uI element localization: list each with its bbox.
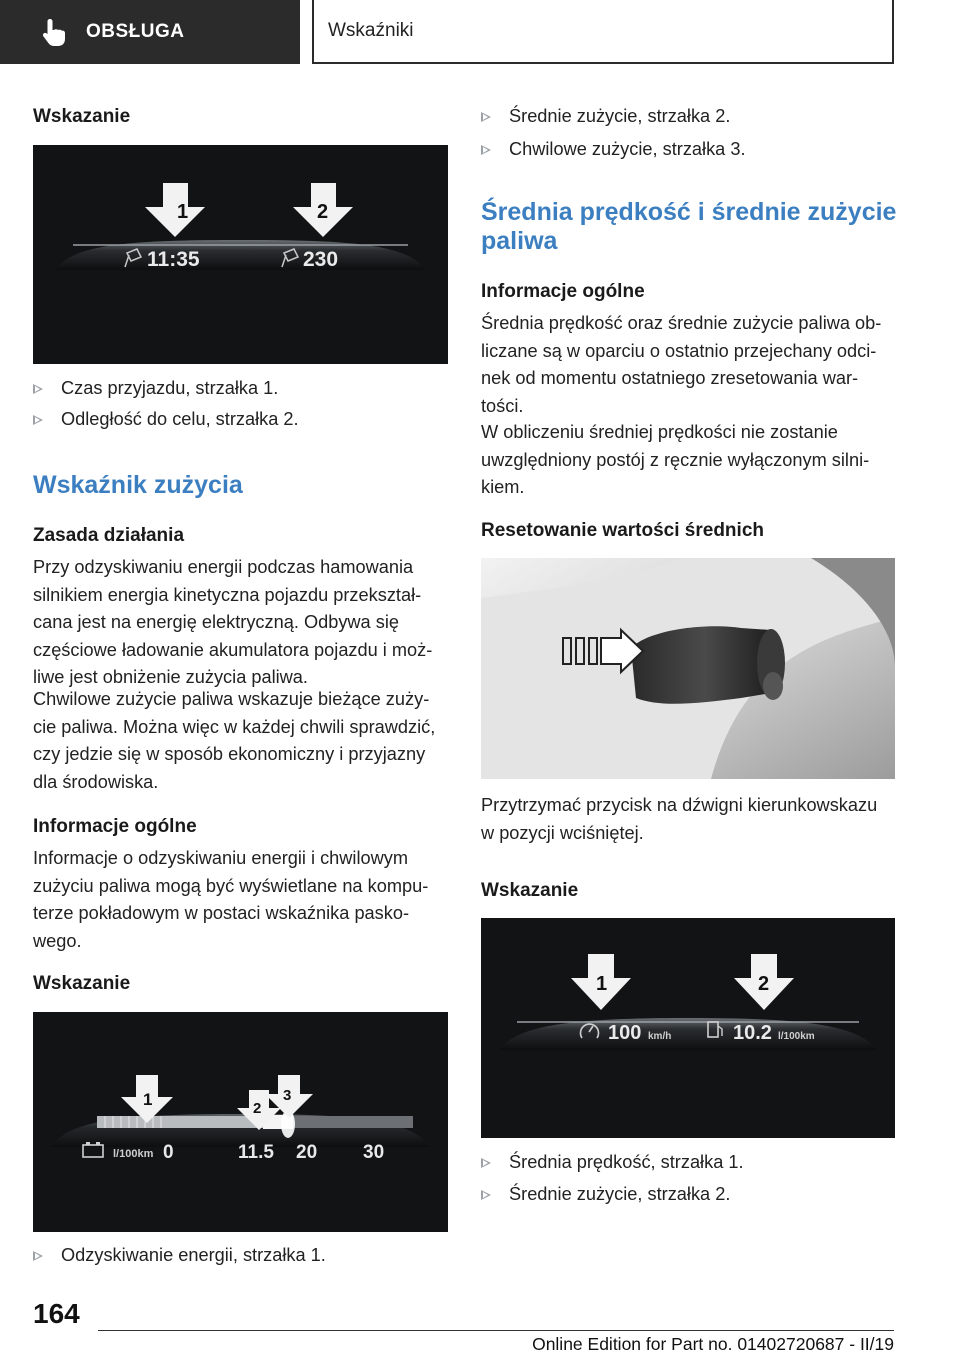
footer-divider <box>98 1330 894 1331</box>
triangle-bullet-icon <box>481 1190 491 1200</box>
triangle-bullet-icon <box>481 112 491 122</box>
distance-to-destination: 230 <box>303 248 339 271</box>
arrow-3-label: 3 <box>283 1087 292 1104</box>
triangle-bullet-icon <box>33 415 43 425</box>
triangle-bullet-icon <box>33 384 43 394</box>
arrow-1-label: 1 <box>177 201 189 223</box>
triangle-bullet-icon <box>33 1251 43 1261</box>
average-speed-value: 100 <box>608 1022 642 1044</box>
average-consumption-value: 10.2 <box>733 1022 772 1044</box>
page-number: 164 <box>33 1298 80 1329</box>
list-item: Średnia prędkość, strzałka 1. <box>481 1152 744 1173</box>
tick-current-value: 11.5 <box>238 1142 274 1163</box>
pointing-hand-icon <box>40 17 68 47</box>
arrow-1-label: 1 <box>596 973 608 995</box>
arrow-1-label: 1 <box>143 1090 153 1109</box>
arrow-2-label: 2 <box>758 973 770 995</box>
subheading-principle: Zasada działania <box>33 525 185 546</box>
tick-30: 30 <box>363 1142 385 1163</box>
list-item: Średnie zużycie, strzałka 2. <box>481 1184 730 1205</box>
eta-time: 11:35 <box>147 248 200 271</box>
turn-signal-lever-graphic <box>481 558 895 779</box>
turn-signal-lever-image <box>481 558 895 779</box>
display-heading-1: Wskazanie <box>33 106 131 127</box>
section-label: OBSŁUGA <box>86 21 185 42</box>
arrow-2-label: 2 <box>317 201 329 223</box>
arrow-2-label: 2 <box>253 1100 262 1117</box>
dashboard-image-eta <box>33 145 448 364</box>
paragraph-reset-instruction: Przytrzymać przycisk na dźwigni kierunkowskazu w pozycji wciśniętej. <box>481 795 878 843</box>
section-title-consumption: Wskaźnik zużycia <box>33 471 243 499</box>
triangle-bullet-icon <box>481 1158 491 1168</box>
tick-20: 20 <box>296 1142 318 1163</box>
list-item: Średnie zużycie, strzałka 2. <box>481 106 730 127</box>
eta-display-graphic <box>33 145 448 364</box>
paragraph-average-standstill: W obliczeniu średniej prędkości nie zostanie uwzględniony postój z ręcznie wyłączonym silni‐ kiem. <box>481 422 870 497</box>
tick-0: 0 <box>163 1142 174 1163</box>
list-item: Chwilowe zużycie, strzałka 3. <box>481 139 746 160</box>
speed-unit: km/h <box>648 1031 672 1042</box>
subheading-general-info: Informacje ogólne <box>33 816 197 837</box>
subheading-reset: Resetowanie wartości średnich <box>481 520 764 541</box>
display-heading-3: Wskazanie <box>481 880 579 901</box>
average-display-graphic <box>481 918 895 1138</box>
section-title-average: Średnia prędkość i średnie zużycie paliwa <box>481 198 897 255</box>
dashboard-image-average <box>481 918 895 1138</box>
page-header <box>312 0 894 64</box>
list-item: Odległość do celu, strzałka 2. <box>33 409 299 430</box>
subheading-general-info: Informacje ogólne <box>481 281 645 302</box>
paragraph-instant-consumption: Chwilowe zużycie paliwa wskazuje bieżące zuży‐ cie paliwa. Można więc w każdej chwili sprawdzić, czy jedzie się w sposób ekonomiczny i przyjazny dla środowiska. <box>33 689 436 792</box>
triangle-bullet-icon <box>481 145 491 155</box>
paragraph-average-general: Średnia prędkość oraz średnie zużycie paliwa ob‐ liczane są w oparciu o ostatnio przejechany odci‐ nek od momentu ostatniego zresetowania war‐ tości. <box>481 313 882 416</box>
unit-label: l/100km <box>113 1148 154 1160</box>
consumption-unit: l/100km <box>778 1031 815 1042</box>
display-heading-2: Wskazanie <box>33 973 131 994</box>
list-item: Czas przyjazdu, strzałka 1. <box>33 378 278 399</box>
dashboard-image-consumption-bar <box>33 1012 448 1232</box>
consumption-bar-graphic <box>33 1012 448 1232</box>
paragraph-general-info: Informacje o odzyskiwaniu energii i chwilowym zużyciu paliwa mogą być wyświetlane na kompu‐ terze pokładowym w postaci wskaźnika pasko‐ wego. <box>33 848 429 951</box>
list-item: Odzyskiwanie energii, strzałka 1. <box>33 1245 326 1266</box>
page-title: Wskaźniki <box>328 20 414 41</box>
footer-edition: Online Edition for Part no. 01402720687 - II/19 <box>532 1334 894 1354</box>
paragraph-principle: Przy odzyskiwaniu energii podczas hamowania silnikiem energia kinetyczna pojazdu przekształ‐ cana jest na energię elektryczną. Odbywa się częściowe ładowanie akumulatora pojazdu i moż‐ liwe jest obniżenie zużycia paliwa. <box>33 557 433 687</box>
section-tab <box>0 0 300 64</box>
